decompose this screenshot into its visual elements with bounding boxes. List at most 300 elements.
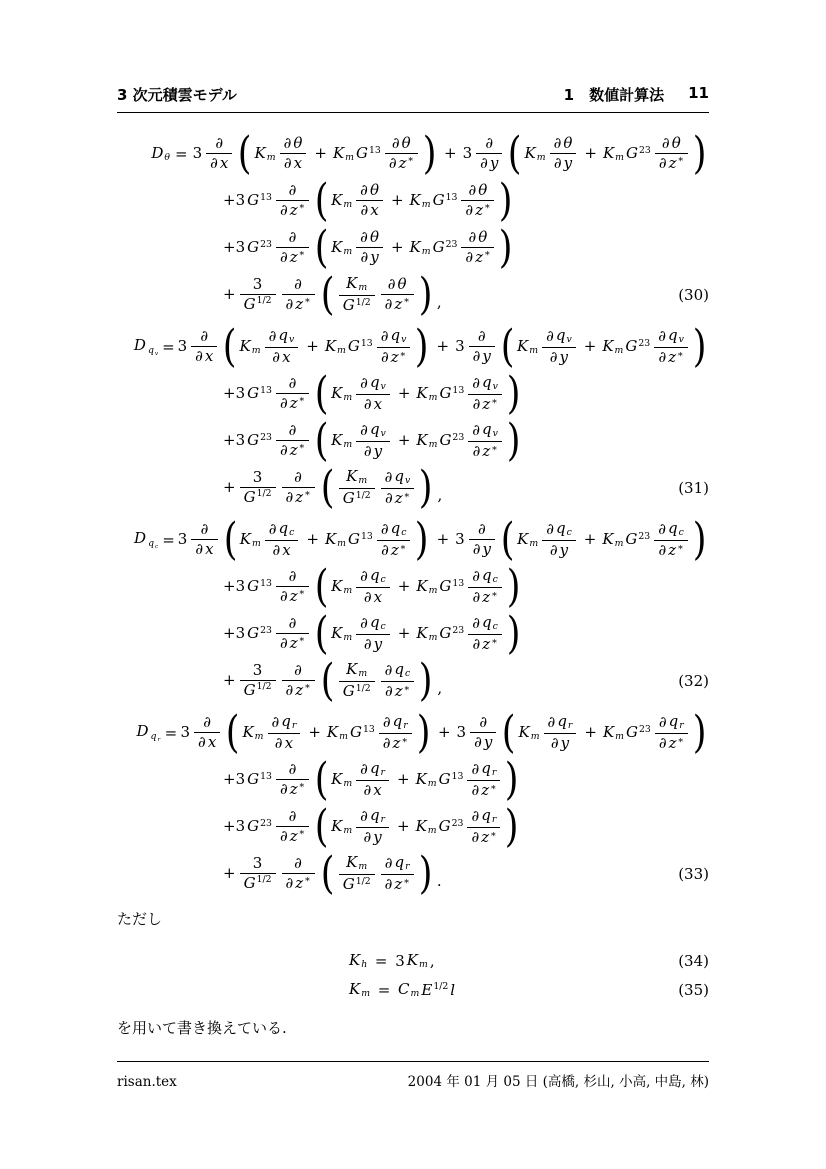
symbol bbox=[560, 735, 570, 752]
subscript: v bbox=[380, 381, 386, 393]
superscript: ∗ bbox=[401, 734, 408, 746]
symbol bbox=[359, 568, 369, 585]
symbol bbox=[480, 829, 497, 846]
symbol bbox=[359, 422, 369, 439]
variable-tokens bbox=[562, 135, 573, 152]
left-paren: ( bbox=[314, 560, 329, 612]
glyph: ∂ bbox=[363, 781, 372, 800]
symbol bbox=[549, 349, 559, 366]
glyph: ∂ bbox=[549, 541, 558, 560]
glyph: K bbox=[346, 273, 358, 292]
right-paren: ) bbox=[415, 320, 429, 372]
symbol bbox=[369, 182, 380, 199]
parenthesized-group bbox=[313, 560, 522, 612]
variable-tokens bbox=[390, 520, 408, 539]
superscript: ∗ bbox=[491, 442, 498, 454]
operator: + bbox=[437, 723, 451, 742]
symbol bbox=[518, 723, 541, 743]
symbol bbox=[285, 296, 295, 313]
superscript: ∗ bbox=[403, 682, 410, 694]
symbol bbox=[330, 624, 353, 644]
symbol bbox=[246, 238, 273, 256]
equation-rhs bbox=[394, 951, 435, 971]
glyph: ∂ bbox=[285, 680, 294, 699]
symbol bbox=[369, 249, 379, 266]
glyph: ∂ bbox=[472, 420, 481, 439]
fraction bbox=[469, 328, 495, 366]
symbol bbox=[372, 782, 382, 799]
variable-tokens bbox=[555, 520, 573, 539]
right-paren: ) bbox=[499, 221, 513, 273]
left-paren: ( bbox=[223, 513, 238, 565]
glyph: z bbox=[289, 586, 298, 605]
equation-line bbox=[117, 414, 709, 466]
glyph: ∂ bbox=[279, 440, 288, 459]
glyph: ∂ bbox=[195, 539, 204, 558]
equals-sign: = bbox=[377, 980, 391, 999]
numerator bbox=[276, 615, 309, 634]
footer-date-authors: 2004 年 01 月 05 日 (高橋, 杉山, 小高, 中島, 林) bbox=[407, 1074, 709, 1090]
symbol bbox=[222, 817, 246, 835]
symbol bbox=[384, 296, 394, 313]
equation-number: (32) bbox=[678, 671, 709, 690]
symbol bbox=[355, 144, 382, 162]
parenthesized-group bbox=[319, 461, 435, 513]
numerator bbox=[461, 229, 494, 248]
numerator bbox=[468, 374, 502, 395]
symbol bbox=[474, 202, 491, 219]
fraction bbox=[379, 713, 412, 753]
subscript: m bbox=[358, 861, 368, 873]
glyph: G bbox=[438, 817, 451, 836]
symbol bbox=[668, 713, 685, 732]
symbol bbox=[468, 229, 478, 246]
denominator bbox=[194, 733, 220, 751]
denominator bbox=[268, 734, 301, 752]
glyph: x bbox=[204, 346, 214, 365]
subscript: m bbox=[339, 731, 348, 743]
denominator bbox=[468, 442, 502, 460]
symbol bbox=[243, 875, 273, 892]
right-paren: ) bbox=[499, 174, 513, 226]
glyph: ∂ bbox=[380, 519, 389, 538]
glyph: K bbox=[602, 722, 615, 741]
denominator bbox=[542, 541, 576, 559]
glyph: z bbox=[390, 541, 399, 560]
glyph: G bbox=[439, 624, 452, 643]
symbol bbox=[658, 155, 668, 172]
subscript: c bbox=[155, 543, 159, 550]
glyph: ∂ bbox=[384, 875, 393, 894]
denominator bbox=[542, 348, 576, 366]
symbol bbox=[330, 384, 353, 404]
glyph: ∂ bbox=[210, 153, 218, 172]
subscript: m bbox=[343, 439, 353, 451]
symbol bbox=[369, 229, 380, 246]
denominator bbox=[467, 781, 500, 799]
symbol bbox=[556, 713, 573, 732]
glyph: θ bbox=[293, 133, 303, 152]
glyph: x bbox=[293, 153, 303, 172]
glyph: ∂ bbox=[363, 395, 372, 414]
glyph: K bbox=[409, 190, 421, 209]
denominator bbox=[240, 295, 276, 313]
glyph: K bbox=[602, 143, 615, 162]
token-group bbox=[336, 661, 418, 701]
symbol bbox=[330, 577, 353, 597]
glyph: ∂ bbox=[471, 759, 480, 778]
symbol bbox=[136, 722, 163, 743]
glyph: ∂ bbox=[363, 442, 372, 461]
variable-tokens bbox=[477, 182, 488, 199]
operator: + bbox=[584, 723, 597, 742]
denominator bbox=[339, 875, 375, 893]
symbol bbox=[473, 734, 483, 751]
equation-end-punctuation: , bbox=[436, 293, 442, 312]
superscript: 1/2 bbox=[256, 874, 272, 886]
symbol bbox=[667, 542, 684, 559]
glyph: G bbox=[243, 680, 256, 699]
glyph: + bbox=[223, 478, 236, 497]
denominator bbox=[282, 681, 315, 699]
symbol bbox=[362, 829, 372, 846]
page-footer bbox=[117, 1061, 709, 1090]
subscript: m bbox=[428, 585, 438, 597]
symbol bbox=[278, 520, 296, 539]
fraction bbox=[476, 135, 502, 173]
glyph: G bbox=[247, 770, 260, 789]
glyph: x bbox=[373, 781, 382, 800]
equation-rhs bbox=[397, 980, 456, 1000]
superscript: 13 bbox=[452, 577, 465, 589]
subscript: v bbox=[492, 381, 498, 393]
glyph: ∂ bbox=[546, 326, 554, 345]
superscript: 1/2 bbox=[355, 875, 371, 887]
glyph: ∂ bbox=[288, 180, 297, 199]
glyph: q bbox=[369, 419, 380, 438]
glyph: ∂ bbox=[360, 806, 368, 825]
symbol bbox=[478, 714, 488, 731]
token-group bbox=[222, 560, 523, 612]
symbol bbox=[222, 238, 246, 256]
right-paren: ) bbox=[418, 847, 433, 899]
glyph: y bbox=[559, 541, 569, 560]
symbol bbox=[369, 614, 387, 633]
token-group bbox=[330, 614, 505, 654]
glyph: ∂ bbox=[468, 227, 477, 246]
numerator bbox=[377, 327, 411, 348]
numerator bbox=[276, 182, 309, 201]
fraction bbox=[468, 567, 502, 607]
glyph: y bbox=[482, 346, 491, 365]
denominator bbox=[191, 540, 217, 558]
symbol bbox=[292, 135, 303, 152]
symbol bbox=[624, 337, 651, 355]
glyph: ∂ bbox=[288, 373, 297, 392]
subscript bbox=[146, 538, 159, 549]
symbol bbox=[602, 723, 625, 743]
right-paren: ) bbox=[506, 560, 521, 612]
glyph: q bbox=[482, 419, 492, 438]
superscript: 23 bbox=[638, 144, 651, 156]
symbol bbox=[456, 723, 468, 741]
symbol bbox=[147, 538, 159, 550]
glyph: 3 bbox=[395, 951, 405, 970]
glyph: K bbox=[416, 383, 428, 402]
subscript: c bbox=[380, 621, 386, 633]
token-group bbox=[222, 268, 443, 320]
glyph: q bbox=[369, 372, 380, 391]
denominator bbox=[468, 395, 502, 413]
token-group bbox=[222, 367, 523, 419]
symbol bbox=[209, 155, 219, 172]
fraction bbox=[191, 521, 217, 559]
symbol bbox=[362, 782, 372, 799]
variable-tokens bbox=[480, 807, 497, 826]
numerator bbox=[339, 854, 375, 875]
symbol bbox=[464, 202, 474, 219]
glyph: z bbox=[668, 153, 677, 172]
denominator bbox=[276, 827, 309, 845]
equation-line bbox=[117, 461, 709, 513]
symbol bbox=[516, 337, 539, 357]
operator: + bbox=[390, 191, 404, 210]
superscript: ∗ bbox=[677, 154, 684, 166]
left-paren: ( bbox=[320, 847, 334, 899]
numerator bbox=[356, 374, 390, 395]
operator: + bbox=[397, 577, 411, 596]
superscript: ∗ bbox=[491, 635, 498, 647]
glyph: ∂ bbox=[285, 294, 294, 313]
denominator bbox=[356, 828, 389, 846]
parenthesized-group bbox=[319, 268, 434, 320]
subscript: c bbox=[380, 574, 386, 586]
fraction bbox=[265, 520, 299, 560]
symbol bbox=[391, 135, 401, 152]
denominator bbox=[339, 489, 375, 507]
fraction bbox=[468, 374, 502, 414]
operator: + bbox=[436, 337, 450, 356]
glyph: ∂ bbox=[547, 712, 556, 731]
variable-tokens bbox=[369, 567, 387, 586]
symbol bbox=[464, 249, 474, 266]
subscript: m bbox=[343, 778, 353, 790]
numerator bbox=[282, 855, 315, 874]
equation-rhs bbox=[222, 800, 522, 852]
symbol bbox=[279, 828, 289, 845]
glyph: z bbox=[668, 541, 677, 560]
glyph: z bbox=[482, 635, 491, 654]
superscript: ∗ bbox=[298, 780, 305, 792]
symbol bbox=[406, 951, 429, 971]
symbol bbox=[192, 144, 204, 162]
superscript: ∗ bbox=[490, 781, 497, 793]
denominator bbox=[276, 587, 309, 605]
glyph: G bbox=[243, 294, 256, 313]
glyph: G bbox=[439, 577, 452, 596]
fraction bbox=[276, 375, 309, 413]
glyph: ∂ bbox=[360, 420, 368, 439]
equation-line bbox=[117, 560, 709, 612]
equation-line bbox=[117, 320, 709, 372]
fraction bbox=[206, 135, 232, 173]
symbol bbox=[345, 468, 368, 487]
equation-line bbox=[117, 127, 709, 179]
glyph: q bbox=[278, 325, 288, 344]
equation-rhs bbox=[222, 654, 443, 706]
variable-tokens bbox=[369, 807, 386, 826]
glyph: q bbox=[278, 518, 289, 537]
fraction bbox=[469, 521, 495, 559]
symbol bbox=[625, 144, 652, 162]
symbol bbox=[474, 249, 491, 266]
equation-line bbox=[117, 706, 709, 758]
symbol bbox=[284, 735, 294, 752]
operator: + bbox=[583, 337, 597, 356]
variable-tokens bbox=[671, 135, 682, 152]
equation-rhs bbox=[222, 414, 523, 466]
symbol bbox=[285, 489, 295, 506]
symbol bbox=[363, 636, 373, 653]
glyph: G bbox=[349, 723, 362, 742]
denominator bbox=[191, 347, 217, 365]
equation-line bbox=[117, 946, 709, 975]
glyph: ∂ bbox=[294, 467, 302, 486]
symbol bbox=[289, 395, 306, 412]
numerator bbox=[276, 422, 309, 441]
symbol bbox=[384, 876, 394, 893]
glyph: q bbox=[668, 518, 678, 537]
subscript: m bbox=[343, 825, 353, 837]
glyph: y bbox=[559, 348, 569, 367]
symbol bbox=[293, 469, 303, 486]
symbol bbox=[243, 489, 273, 506]
denominator bbox=[206, 154, 232, 172]
operator: + bbox=[436, 530, 450, 549]
numerator bbox=[381, 854, 414, 875]
operator: + bbox=[397, 384, 411, 403]
symbol bbox=[342, 683, 372, 700]
denominator bbox=[276, 780, 309, 798]
symbol bbox=[420, 981, 449, 999]
equation-number: (33) bbox=[678, 864, 709, 883]
symbol bbox=[330, 191, 353, 211]
parenthesized-group bbox=[319, 654, 435, 706]
superscript: ∗ bbox=[677, 541, 684, 553]
symbol bbox=[481, 374, 499, 393]
parenthesized-group bbox=[313, 414, 522, 466]
superscript: 1/2 bbox=[355, 489, 371, 501]
subscript: m bbox=[266, 152, 276, 164]
glyph: ∂ bbox=[363, 588, 372, 607]
equation-rhs bbox=[222, 174, 516, 226]
glyph: G bbox=[342, 489, 355, 508]
glyph: ∂ bbox=[658, 153, 667, 172]
glyph: z bbox=[475, 247, 484, 266]
header-section-title: 1 数値計算法 bbox=[563, 86, 665, 104]
fraction bbox=[240, 276, 276, 314]
glyph: q bbox=[369, 758, 380, 777]
symbol bbox=[661, 135, 671, 152]
denominator bbox=[356, 395, 390, 413]
glyph: K bbox=[416, 576, 428, 595]
denominator bbox=[276, 441, 309, 459]
glyph: z bbox=[394, 489, 403, 508]
glyph: q bbox=[369, 612, 380, 631]
superscript: ∗ bbox=[298, 248, 305, 260]
denominator bbox=[356, 248, 383, 266]
glyph: 3 bbox=[462, 144, 473, 163]
glyph: ∂ bbox=[381, 348, 389, 367]
fraction bbox=[276, 615, 309, 653]
glyph: z bbox=[295, 487, 304, 506]
symbol bbox=[369, 202, 379, 219]
display-equations bbox=[117, 127, 709, 899]
denominator bbox=[276, 634, 309, 652]
glyph: + bbox=[223, 285, 236, 304]
symbol bbox=[283, 135, 293, 152]
glyph: ∂ bbox=[294, 853, 302, 872]
subscript: c bbox=[492, 621, 498, 633]
glyph: G bbox=[439, 431, 452, 450]
glyph: ∂ bbox=[391, 133, 400, 152]
equation-number: (34) bbox=[678, 951, 709, 970]
symbol bbox=[477, 328, 487, 345]
superscript: 23 bbox=[638, 530, 651, 542]
symbol bbox=[324, 530, 347, 550]
glyph: q bbox=[148, 538, 155, 550]
equation-rhs bbox=[222, 753, 522, 805]
symbol bbox=[349, 723, 376, 741]
symbol bbox=[342, 490, 372, 507]
numerator bbox=[276, 229, 309, 248]
subscript: v bbox=[380, 428, 386, 440]
fraction bbox=[544, 713, 577, 753]
symbol bbox=[658, 735, 668, 752]
glyph: ∂ bbox=[485, 133, 494, 152]
fraction bbox=[356, 614, 390, 654]
symbol bbox=[394, 490, 411, 507]
symbol bbox=[150, 731, 162, 743]
subscript: m bbox=[251, 345, 261, 357]
symbol bbox=[293, 276, 303, 293]
variable-tokens bbox=[393, 468, 411, 487]
numerator bbox=[468, 567, 502, 588]
fraction bbox=[282, 276, 315, 314]
glyph: G bbox=[625, 337, 638, 356]
glyph: ∂ bbox=[272, 348, 281, 367]
glyph: θ bbox=[478, 180, 488, 199]
fraction bbox=[385, 135, 418, 173]
glyph: z bbox=[295, 873, 304, 892]
symbol bbox=[359, 375, 369, 392]
subscript: r bbox=[291, 720, 297, 732]
superscript: 23 bbox=[445, 238, 458, 250]
symbol bbox=[516, 530, 539, 550]
right-paren: ) bbox=[505, 753, 519, 805]
superscript: 23 bbox=[452, 624, 465, 636]
glyph: ∂ bbox=[279, 200, 288, 219]
subscript: v bbox=[566, 334, 572, 346]
equals-sign: = bbox=[162, 337, 175, 356]
symbol bbox=[481, 348, 491, 365]
variable-tokens bbox=[277, 327, 295, 346]
token-group bbox=[524, 135, 691, 173]
symbol bbox=[389, 327, 407, 346]
parenthesized-group bbox=[499, 513, 708, 565]
glyph: ∂ bbox=[384, 682, 393, 701]
glyph: ∂ bbox=[360, 180, 368, 199]
